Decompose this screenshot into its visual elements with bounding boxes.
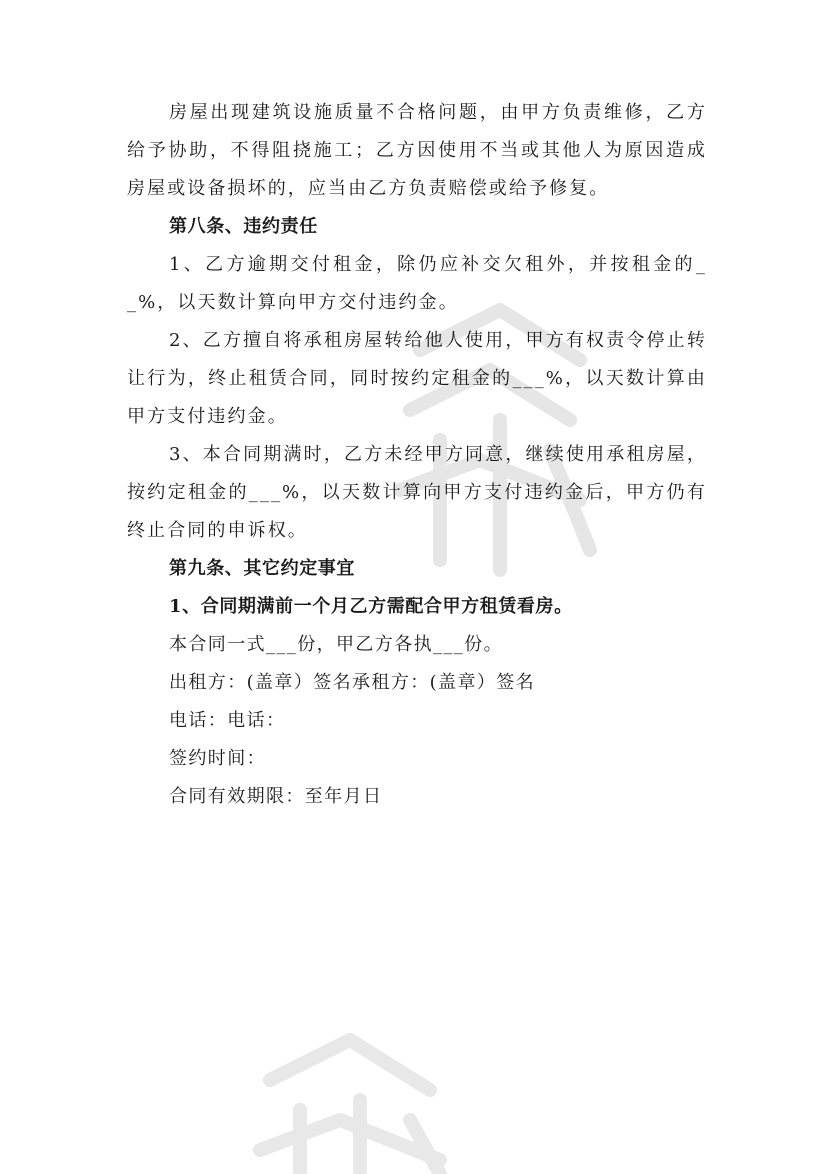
section-9-title: 第九条、其它约定事宜 bbox=[169, 558, 355, 579]
signature-line: 出租方：(盖章）签名承租方：(盖章）签名 bbox=[169, 672, 536, 693]
section-8-item-3: 3、本合同期满时，乙方未经甲方同意，继续使用承租房屋，按约定租金的___%，以天数计算向甲方支付违约金后，甲方仍有终止合同的申诉权。 bbox=[127, 444, 707, 541]
copies-line: 本合同一式___份，甲乙方各执___份。 bbox=[169, 634, 503, 655]
sign-date-line: 签约时间： bbox=[169, 748, 266, 769]
paragraph-repair: 房屋出现建筑设施质量不合格问题，由甲方负责维修，乙方给予协助，不得阻挠施工；乙方因使用不当或其他人为原因造成房屋或设备损坏的，应当由乙方负责赔偿或给予修复。 bbox=[127, 102, 707, 199]
phone-line: 电话：电话： bbox=[169, 710, 286, 731]
section-9-item-1: 1、合同期满前一个月乙方需配合甲方租赁看房。 bbox=[169, 596, 573, 617]
document-body bbox=[127, 94, 707, 816]
section-8-item-2: 2、乙方擅自将承租房屋转给他人使用，甲方有权责令停止转让行为，终止租赁合同，同时按约定租金的___%，以天数计算由甲方支付违约金。 bbox=[127, 330, 707, 427]
section-8-item-1: 1、乙方逾期交付租金，除仍应补交欠租外，并按租金的__%，以天数计算向甲方交付违约金。 bbox=[127, 254, 707, 313]
watermark-logo-lower bbox=[230, 1000, 470, 1174]
validity-line: 合同有效期限：至年月日 bbox=[169, 786, 383, 807]
section-8-title: 第八条、违约责任 bbox=[169, 216, 318, 237]
